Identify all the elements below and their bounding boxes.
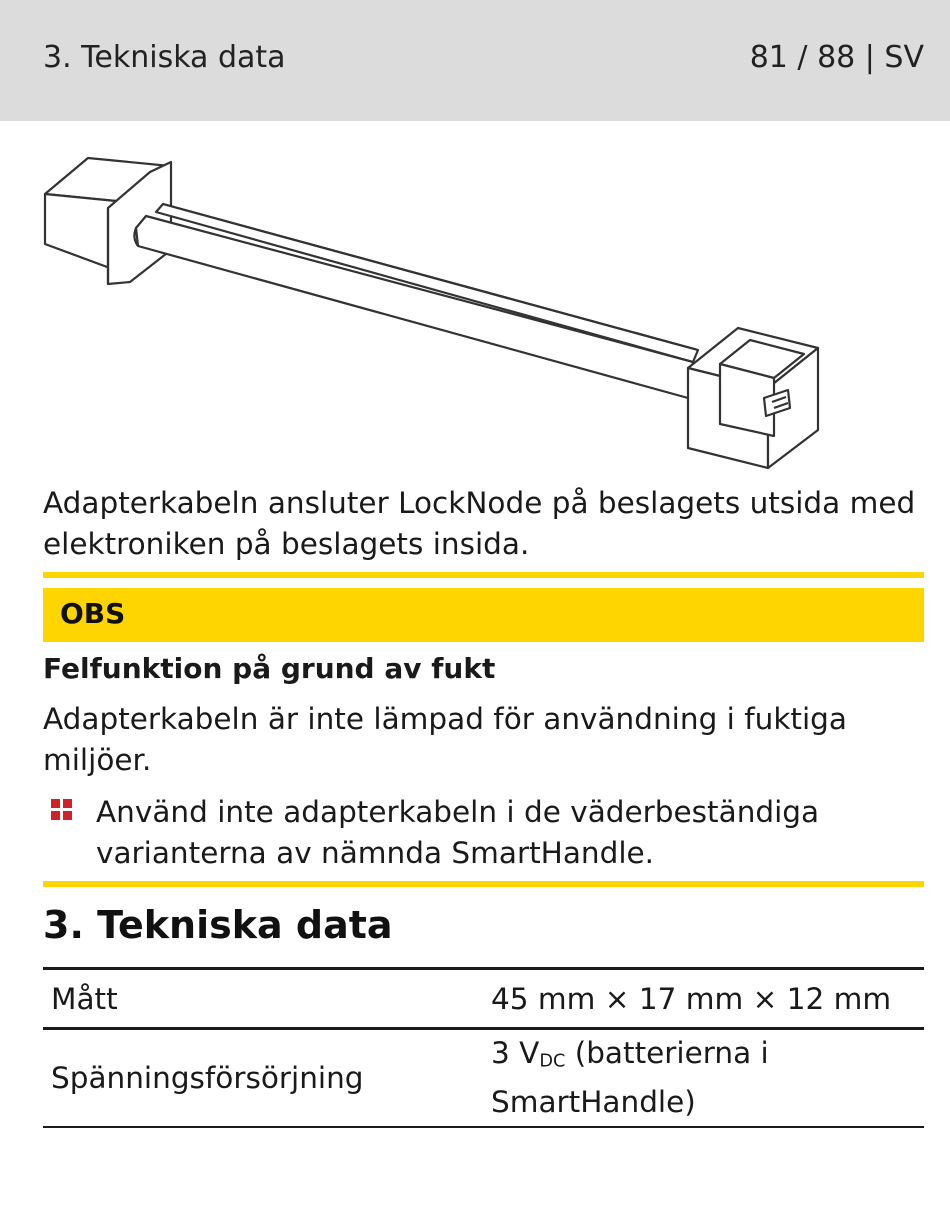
intro-paragraph: Adapterkabeln ansluter LockNode på beslagets utsida med elektroniken på beslagets insida. xyxy=(43,486,916,561)
adapter-cable-illustration xyxy=(38,150,828,475)
notice-label: OBS xyxy=(60,597,126,630)
spec-value: 45 mm × 17 mm × 12 mm xyxy=(491,981,892,1016)
notice-bullet-text: Använd inte adapterkabeln i de väderbeständiga varianterna av nämnda SmartHandle. xyxy=(96,795,820,870)
spec-value-subscript: DC xyxy=(539,1052,566,1073)
header-page-number: 81 / 88 | SV xyxy=(749,40,924,75)
spec-table xyxy=(43,967,924,1128)
notice-banner xyxy=(43,588,924,642)
page-header xyxy=(0,0,950,121)
header-section-title: 3. Tekniska data xyxy=(43,40,286,75)
notice-bottom-rule xyxy=(43,881,924,887)
notice-top-rule xyxy=(43,572,924,578)
notice-body: Adapterkabeln är inte lämpad för användning i fuktiga miljöer. xyxy=(43,702,847,777)
spec-value xyxy=(483,1029,924,1127)
warning-bullet-icon xyxy=(51,799,73,821)
table-row xyxy=(43,1029,924,1127)
spec-label: Spänningsförsörjning xyxy=(51,1060,364,1095)
section-title: 3. Tekniska data xyxy=(43,903,393,947)
spec-value-suffix: (batterierna i SmartHandle) xyxy=(491,1036,769,1120)
table-row xyxy=(43,969,924,1029)
spec-label: Mått xyxy=(51,981,118,1016)
notice-heading: Felfunktion på grund av fukt xyxy=(43,652,496,685)
spec-value-prefix: 3 V xyxy=(491,1036,540,1071)
